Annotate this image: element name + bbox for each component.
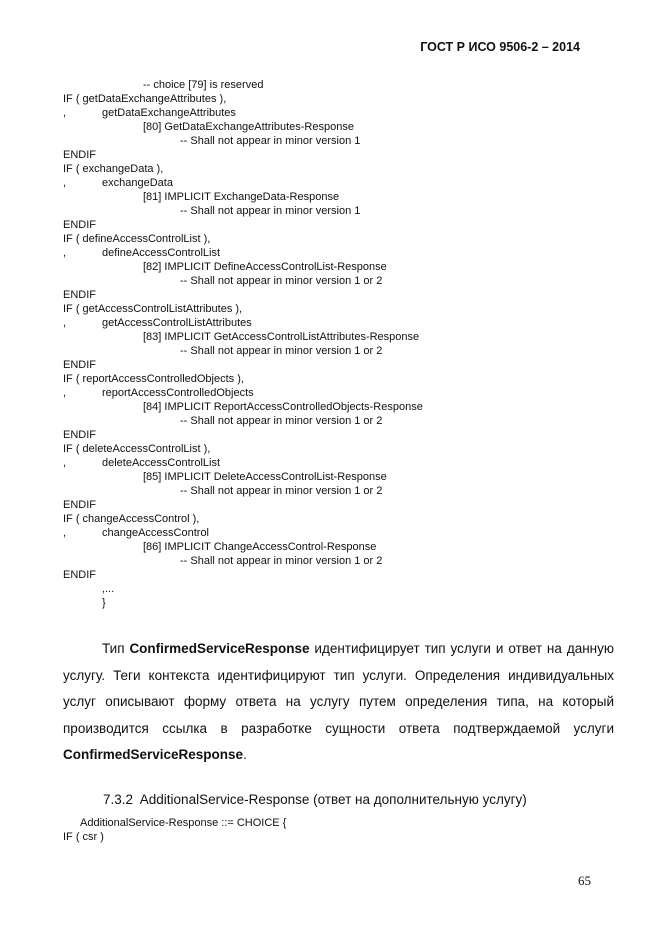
paragraph-text: . [243, 747, 247, 762]
code-line: ENDIF [63, 429, 96, 441]
code-comma: , [63, 247, 67, 259]
code-line: IF ( defineAccessControlList ), [63, 233, 211, 245]
paragraph-term: ConfirmedServiceResponse [63, 747, 244, 762]
code-line: ENDIF [63, 499, 96, 511]
code-comma: , [63, 107, 67, 119]
document-header: ГОСТ Р ИСО 9506-2 – 2014 [420, 40, 580, 54]
code-line: IF ( getDataExchangeAttributes ), [63, 93, 227, 105]
code-line: [86] IMPLICIT ChangeAccessControl-Response [143, 541, 377, 553]
code-line-text: defineAccessControlList [102, 247, 221, 259]
code-line: ENDIF [63, 289, 96, 301]
code-line [63, 316, 623, 330]
code-line: [85] IMPLICIT DeleteAccessControlList-Response [143, 471, 387, 483]
code-line-text: deleteAccessControlList [102, 457, 221, 469]
code-line [63, 526, 623, 540]
code-comma: , [63, 177, 67, 189]
code-line: IF ( reportAccessControlledObjects ), [63, 373, 244, 385]
code-line: [82] IMPLICIT DefineAccessControlList-Response [143, 261, 387, 273]
code-line-text: changeAccessControl [102, 527, 210, 539]
code-line: IF ( getAccessControlListAttributes ), [63, 303, 243, 315]
code-line: -- Shall not appear in minor version 1 or 2 [180, 345, 383, 357]
paragraph-term: ConfirmedServiceResponse [129, 641, 310, 656]
code-line [63, 246, 623, 260]
body-paragraph [63, 636, 614, 769]
code-line: ,... [102, 583, 115, 595]
code-line: -- Shall not appear in minor version 1 or 2 [180, 555, 383, 567]
code-line [63, 456, 623, 470]
code-line-text: exchangeData [102, 177, 173, 189]
code-line: } [102, 597, 106, 609]
section-heading: 7.3.2 AdditionalService-Response (ответ на дополнительную услугу) [103, 792, 527, 807]
code-line: IF ( csr ) [63, 831, 104, 843]
code-line: IF ( exchangeData ), [63, 163, 164, 175]
code-comma: , [63, 457, 67, 469]
code-line: [80] GetDataExchangeAttributes-Response [143, 121, 354, 133]
code-line: IF ( changeAccessControl ), [63, 513, 200, 525]
code-line: -- Shall not appear in minor version 1 [180, 135, 361, 147]
page-number: 65 [578, 873, 591, 888]
code-line: -- Shall not appear in minor version 1 or 2 [180, 275, 383, 287]
code-line: [84] IMPLICIT ReportAccessControlledObjects-Response [143, 401, 423, 413]
code-line: ENDIF [63, 149, 96, 161]
code-comma: , [63, 527, 67, 539]
code-line: IF ( deleteAccessControlList ), [63, 443, 211, 455]
code-line: -- choice [79] is reserved [143, 79, 264, 91]
paragraph-text: Тип [102, 641, 130, 656]
code-line: ENDIF [63, 359, 96, 371]
code-comma: , [63, 387, 67, 399]
code-line: AdditionalService-Response ::= CHOICE { [80, 817, 287, 829]
code-line [63, 176, 623, 190]
code-comma: , [63, 317, 67, 329]
code-line-text: getAccessControlListAttributes [102, 317, 252, 329]
code-line: ENDIF [63, 219, 96, 231]
code-line-text: reportAccessControlledObjects [102, 387, 254, 399]
code-line: -- Shall not appear in minor version 1 or 2 [180, 485, 383, 497]
code-line: [81] IMPLICIT ExchangeData-Response [143, 191, 340, 203]
code-line: -- Shall not appear in minor version 1 or 2 [180, 415, 383, 427]
code-line: ENDIF [63, 569, 96, 581]
code-line-text: getDataExchangeAttributes [102, 107, 236, 119]
code-line: -- Shall not appear in minor version 1 [180, 205, 361, 217]
code-line: [83] IMPLICIT GetAccessControlListAttributes-Response [143, 331, 420, 343]
code-line [63, 106, 623, 120]
paragraph-text: идентифицирует тип услуги и ответ на данную услугу. Теги контекста идентифицируют тип услуги. Определения индивидуальных услуг описывают форму ответа на услугу путем определения типа, на который производится ссылка в разработке сущности ответа подтверждаемой услуги [63, 641, 614, 736]
asn1-code-block-tail [63, 816, 286, 844]
asn1-code-block [63, 78, 623, 610]
code-line [63, 386, 623, 400]
